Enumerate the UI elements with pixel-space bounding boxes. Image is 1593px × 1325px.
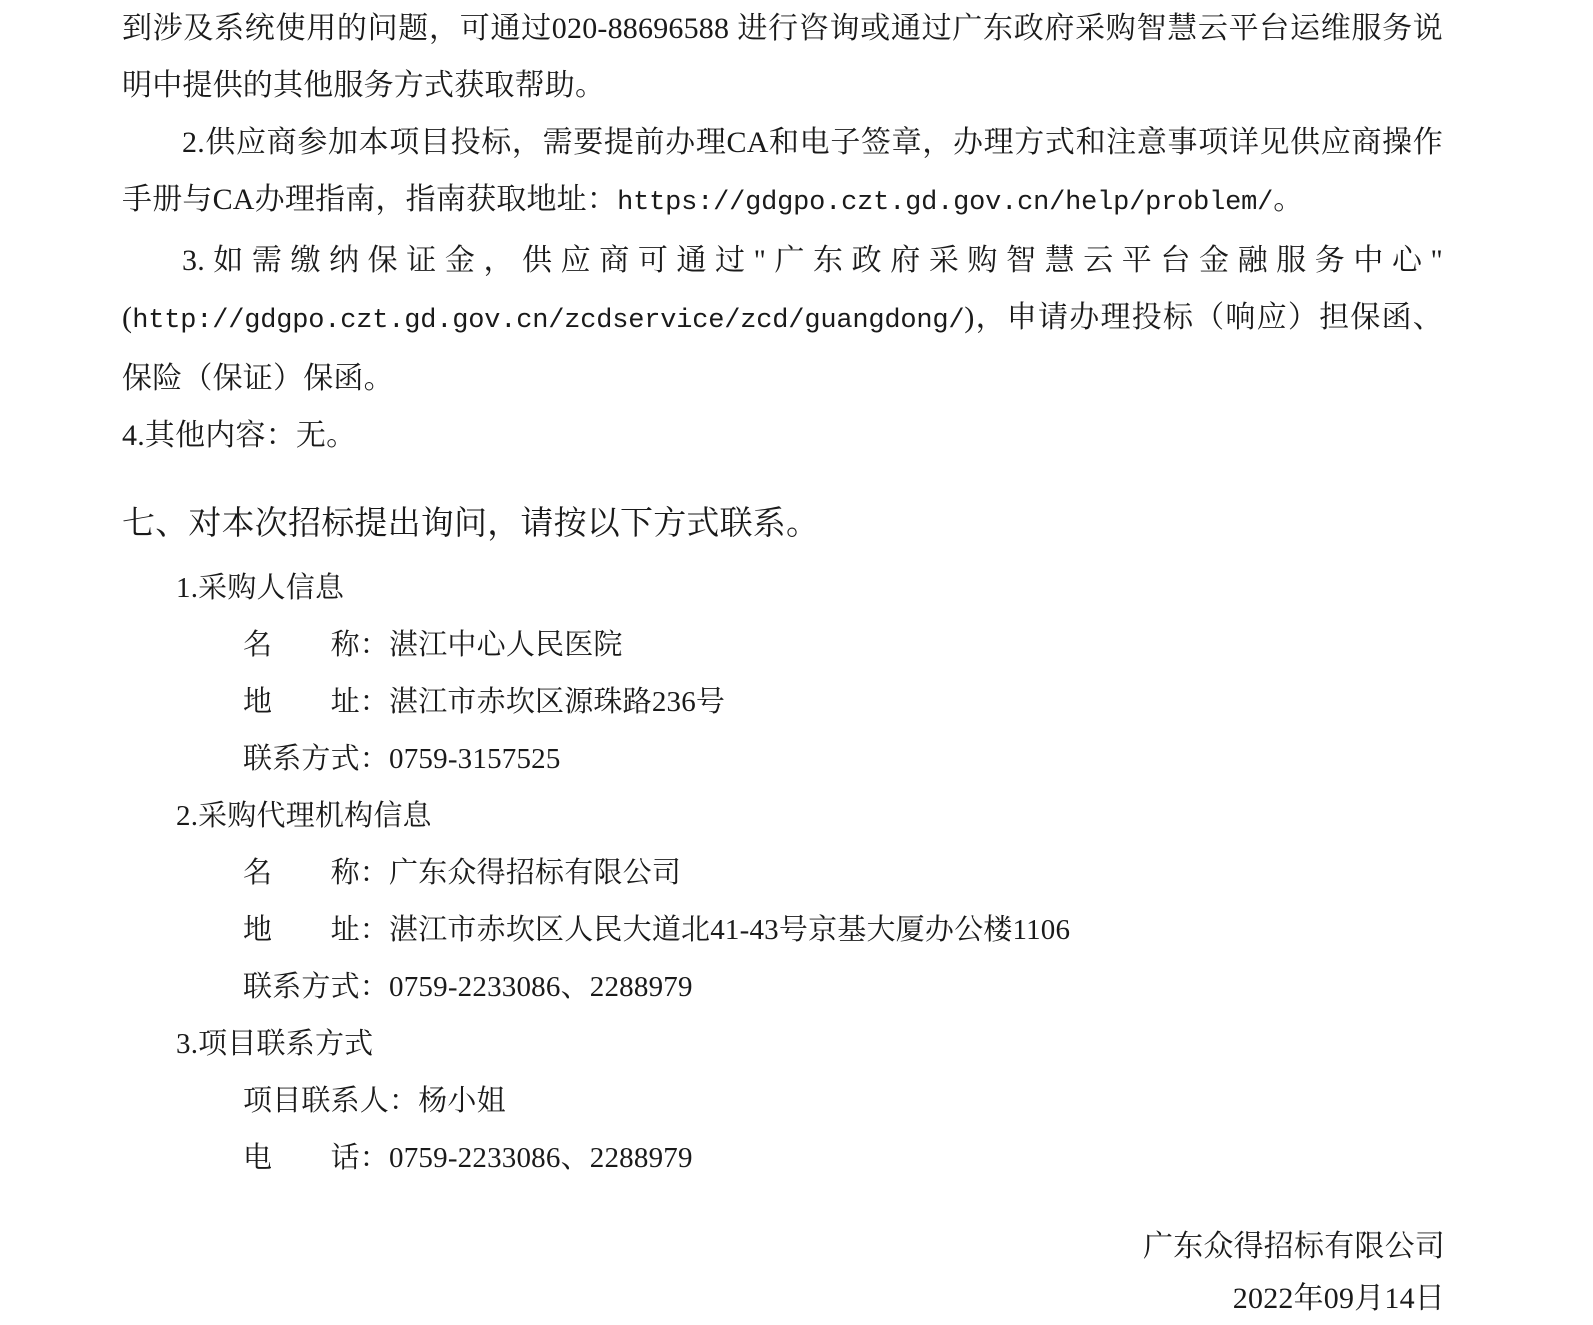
contact-value: 湛江中心人民医院 [389, 629, 623, 661]
paragraph-text-tail: 。 [1273, 183, 1304, 216]
contact-label: 名 称： [243, 857, 390, 889]
contact-row [0, 1073, 1593, 1130]
contact-label: 电 话： [243, 1142, 390, 1174]
paragraph-text: 3.如需缴纳保证金，供应商可通过"广东政府采购智慧云平台金融服务中心"( [122, 244, 1443, 334]
finance-service-url: http://gdgpo.czt.gd.gov.cn/zcdservice/zcd/guangdong/ [132, 306, 965, 336]
contact-value: 湛江市赤坎区人民大道北41-43号京基大厦办公楼1106 [389, 914, 1071, 946]
paragraph-text: 到涉及系统使用的问题，可通过020-88696588 进行咨询或通过广东政府采购智慧云平台运维服务说明中提供的其他服务方式获取帮助。 [122, 12, 1443, 102]
contact-label: 名 称： [243, 629, 390, 661]
signature-date: 2022年09月14日 [1232, 1282, 1445, 1315]
contact-group-agency [0, 788, 1593, 1016]
paragraph-text-tail: )，申请办理投标（响应）担保函、保险（保证）保函。 [122, 301, 1443, 395]
contact-label: 联系方式： [243, 971, 390, 1003]
paragraph-item-2 [0, 114, 1593, 232]
contact-label: 地 址： [243, 914, 390, 946]
contact-row [0, 959, 1593, 1016]
contact-row [0, 902, 1593, 959]
contact-row [0, 845, 1593, 902]
paragraph-text: 4.其他内容：无。 [122, 419, 357, 452]
contact-row [0, 617, 1593, 674]
contact-row [0, 731, 1593, 788]
contact-value: 湛江市赤坎区源珠路236号 [389, 686, 726, 718]
contact-group-project [0, 1016, 1593, 1187]
paragraph-text: 2.供应商参加本项目投标，需要提前办理CA和电子签章，办理方式和注意事项详见供应商操作手册与CA办理指南，指南获取地址： [122, 126, 1443, 216]
contact-value: 0759-3157525 [389, 743, 561, 775]
section-heading: 七、对本次招标提出询问，请按以下方式联系。 [122, 506, 820, 542]
paragraph-item-3 [0, 232, 1593, 407]
signature-block [0, 1221, 1593, 1325]
contact-label: 项目联系人： [243, 1085, 419, 1117]
contact-value: 广东众得招标有限公司 [389, 857, 682, 889]
contact-group-purchaser [0, 560, 1593, 788]
contact-value: 0759-2233086、2288979 [389, 1142, 693, 1174]
signature-organization: 广东众得招标有限公司 [1143, 1230, 1445, 1263]
paragraph-item-4 [0, 407, 1593, 464]
paragraph-support [0, 0, 1593, 114]
contact-row [0, 674, 1593, 731]
contact-group-title: 2.采购代理机构信息 [176, 800, 432, 832]
contact-label: 地 址： [243, 686, 390, 718]
contact-group-title: 3.项目联系方式 [176, 1028, 374, 1060]
contact-label: 联系方式： [243, 743, 390, 775]
contact-value: 0759-2233086、2288979 [389, 971, 693, 1003]
contact-group-title: 1.采购人信息 [176, 572, 345, 604]
help-url: https://gdgpo.czt.gd.gov.cn/help/problem/ [617, 188, 1274, 218]
contact-value: 杨小姐 [418, 1085, 506, 1117]
contact-row [0, 1130, 1593, 1187]
